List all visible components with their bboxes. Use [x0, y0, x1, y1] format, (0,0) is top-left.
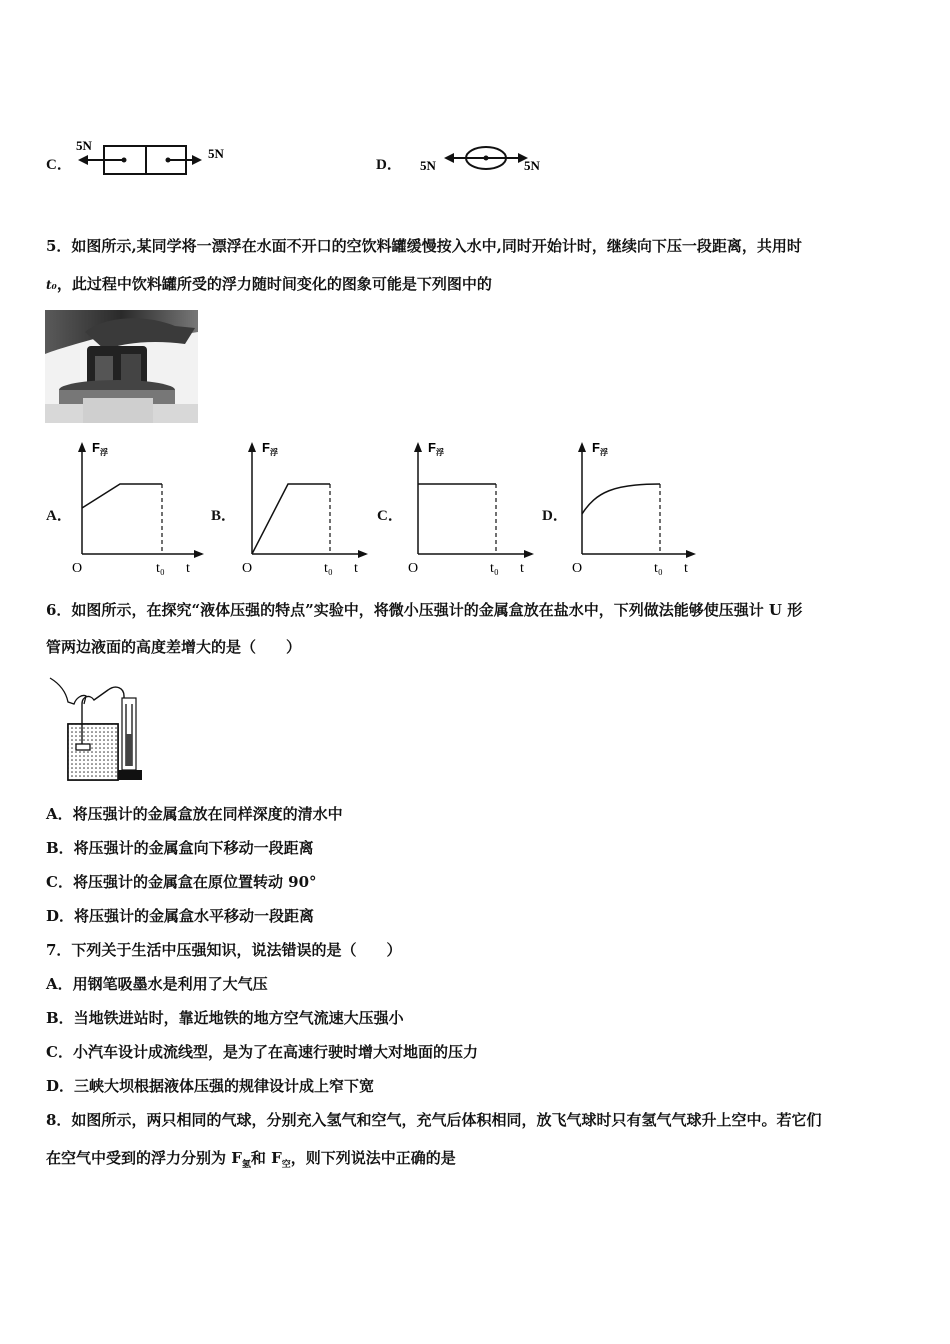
q4-option-c-diagram: [72, 136, 232, 182]
q6-pressure-gauge-diagram: [46, 674, 150, 784]
can-photo-illustration: [45, 310, 198, 423]
graph-b-t0-label: t₀: [324, 561, 333, 576]
graph-c-t0-label: t₀: [490, 561, 499, 576]
gauge-stand: [118, 770, 142, 780]
q4-c-point-right: [166, 158, 171, 163]
q8-stem-line2: 在空气中受到的浮力分别为 $F_氢$和 $F_空$，则下列说法中正确的是: [46, 1149, 456, 1170]
q4-option-c-letter: C．: [46, 157, 72, 173]
graph-a-t0-label: t₀: [156, 561, 165, 576]
q6-stem-line2: 管两边液面的高度差增大的是（ ）: [46, 638, 302, 656]
q4-c-force-left: 5N: [76, 138, 92, 153]
q6-option-c: C．将压强计的金属盒在原位置转动 90°: [46, 873, 317, 891]
graph-c-x-label: t: [520, 561, 524, 576]
graph-c-y-label: $F_浮$: [428, 440, 444, 457]
q5-graph-d-letter: D．: [542, 508, 568, 524]
q4-option-d-letter: D．: [376, 157, 402, 173]
q4-d-force-right: 5N: [524, 158, 540, 173]
q5-can-photo: [45, 310, 198, 423]
graph-b-y-label: $F_浮$: [262, 440, 278, 457]
graph-b-x-label: t: [354, 561, 358, 576]
q5-graph-c-letter: C．: [377, 508, 403, 524]
graph-a-x-arrow: [194, 550, 204, 558]
q5-stem-line1: 5．如图所示,某同学将一漂浮在水面不开口的空饮料罐缓慢按入水中,同时开始计时，继续向下压一段距离，共用时: [46, 237, 802, 255]
q7-stem: 7．下列关于生活中压强知识，说法错误的是（ ）: [46, 941, 402, 959]
q4-c-arrowhead-left: [78, 155, 88, 165]
q5-graph-b: [236, 436, 376, 582]
graph-d-y-label: $F_浮$: [592, 440, 608, 457]
graph-d-x-arrow: [686, 550, 696, 558]
q5-t0-variable: t₀: [46, 278, 57, 292]
q7-option-c: C．小汽车设计成流线型，是为了在高速行驶时增大对地面的压力: [46, 1043, 478, 1061]
graph-a-x-label: t: [186, 561, 190, 576]
q8-sub-hydrogen: 氢: [241, 1160, 251, 1170]
q6-option-a: A．将压强计的金属盒放在同样深度的清水中: [46, 805, 343, 823]
graph-d-origin: O: [572, 561, 583, 576]
q4-d-arrowhead-left: [444, 153, 454, 163]
q5-stem-line2-text: ，此过程中饮料罐所受的浮力随时间变化的图象可能是下列图中的: [56, 275, 492, 293]
q5-graph-c: [402, 436, 542, 582]
graph-a-y-label: $F_浮$: [92, 440, 108, 457]
graph-b-y-arrow: [248, 442, 256, 452]
q4-option-d-diagram: [418, 140, 553, 180]
q6-stem-line1: 6．如图所示，在探究“液体压强的特点”实验中，将微小压强计的金属盒放在盐水中，下列做法能够使压强计 U 形: [46, 601, 803, 619]
q5-graph-b-letter: B．: [211, 508, 237, 524]
graph-d-curve: [582, 484, 660, 514]
q7-option-d: D．三峡大坝根据液体压强的规律设计成上窄下宽: [46, 1077, 375, 1095]
graph-c-x-arrow: [524, 550, 534, 558]
graph-b-x-arrow: [358, 550, 368, 558]
q8-stem-line1: 8．如图所示，两只相同的气球，分别充入氢气和空气，充气后体积相同，放飞气球时只有氢气气球升上空中。若它们: [46, 1111, 822, 1129]
q7-option-b: B．当地铁进站时，靠近地铁的地方空气流速大压强小: [46, 1009, 404, 1027]
graph-a-curve: [82, 484, 162, 508]
q4-d-force-left: 5N: [420, 158, 436, 173]
q5-graph-d: [566, 436, 706, 582]
q5-stem-line2: [46, 274, 492, 295]
graph-d-y-arrow: [578, 442, 586, 452]
graph-a-origin: O: [72, 561, 83, 576]
metal-box: [76, 744, 90, 750]
q4-d-center-point: [484, 156, 489, 161]
q4-c-arrowhead-right: [192, 155, 202, 165]
graph-b-curve: [252, 484, 330, 554]
q7-option-a: A．用钢笔吸墨水是利用了大气压: [46, 975, 268, 993]
q5-graph-a-letter: A．: [46, 508, 72, 524]
graph-a-y-arrow: [78, 442, 86, 452]
graph-d-x-label: t: [684, 561, 688, 576]
graph-c-origin: O: [408, 561, 419, 576]
graph-b-origin: O: [242, 561, 253, 576]
q8-sub-air: 空: [281, 1160, 291, 1170]
q4-c-point-left: [122, 158, 127, 163]
graph-c-y-arrow: [414, 442, 422, 452]
q6-option-d: D．将压强计的金属盒水平移动一段距离: [46, 907, 315, 925]
hand: [50, 678, 86, 704]
graph-d-t0-label: t₀: [654, 561, 663, 576]
q5-graph-a: [66, 436, 206, 582]
q4-c-force-right: 5N: [208, 146, 224, 161]
q6-option-b: B．将压强计的金属盒向下移动一段距离: [46, 839, 314, 857]
